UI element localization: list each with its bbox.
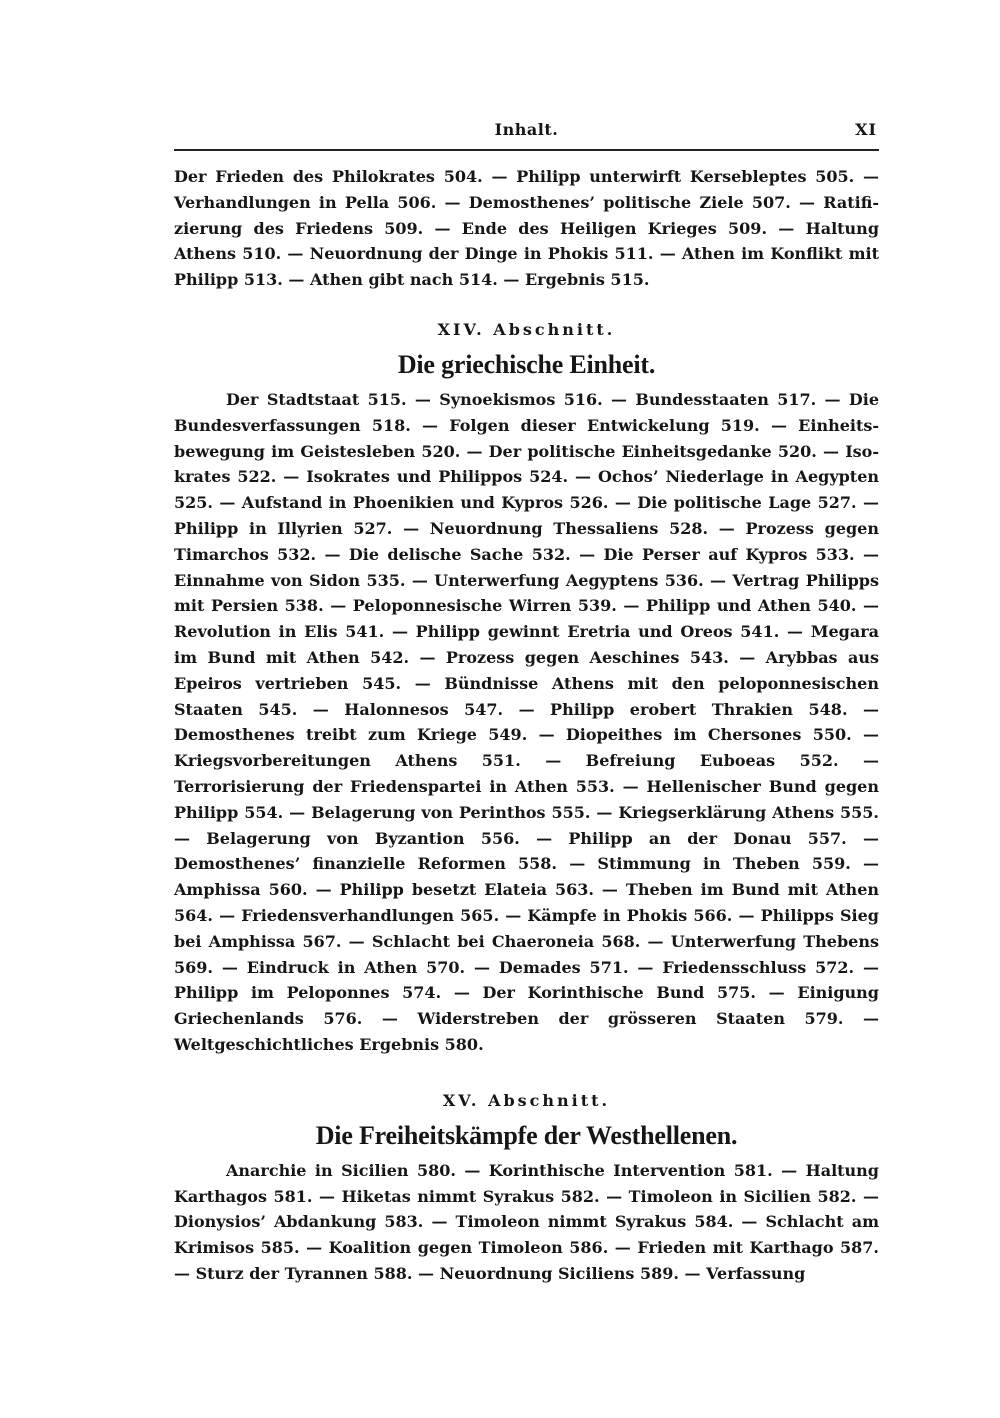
section-label: XIV. Abschnitt.	[437, 319, 616, 339]
section-xiv	[174, 320, 879, 1058]
intro-paragraph: Der Frieden des Philokrates 504. — Philipp unterwirft Kersebleptes 505. — Verhandlungen in Pella 506. — Demosthenes’ politische Ziele 507. — Ratifizierung des Friedens 509. — Ende des Heiligen Krieges 509. — Haltung Athens 510. — Neuordnung der Dinge in Phokis 511. — Athen im Konflikt mit Philipp 513. — Athen gibt nach 514. — Ergebnis 515.	[174, 167, 879, 290]
page-number: XI	[855, 120, 877, 139]
running-head-title: Inhalt.	[494, 120, 559, 139]
section-paragraph: Der Stadtstaat 515. — Synoekismos 516. — Bundesstaaten 517. — Die Bundesverfassungen 518. — Folgen dieser Entwickelung 519. — Einheitsbewegung im Geistesleben 520. — Der politische Einheitsgedanke 520. — Isokrates 522. — Isokrates und Philippos 524. — Ochos’ Niederlage in Aegypten 525. — Aufstand in Phoenikien und Kypros 526. — Die politische Lage 527. — Philipp in Illyrien 527. — Neuordnung Thessaliens 528. — Prozess gegen Timarchos 532. — Die delische Sache 532. — Die Perser auf Kypros 533. — Einnahme von Sidon 535. — Unterwerfung Aegyptens 536. — Vertrag Philipps mit Persien 538. — Peloponnesische Wirren 539. — Philipp und Athen 540. — Revolution in Elis 541. — Philipp gewinnt Eretria und Oreos 541. — Megara im Bund mit Athen 542. — Prozess gegen Aeschines 543. — Arybbas aus Epeiros vertrieben 545. — Bündnisse Athens mit den peloponnesischen Staaten 545. — Halonnesos 547. — Philipp erobert Thrakien 548. — Demosthenes treibt zum Kriege 549. — Diopeithes im Chersones 550. — Kriegsvorbereitungen Athens 551. — Befreiung Euboeas 552. — Terrorisierung der Friedenspartei in Athen 553. — Hellenischer Bund gegen Philipp 554. — Belagerung von Perinthos 555. — Kriegserklärung Athens 555. — Belagerung von Byzantion 556. — Philipp an der Donau 557. — Demosthenes’ finanzielle Reformen 558. — Stimmung in Theben 559. — Amphissa 560. — Philipp besetzt Elateia 563. — Theben im Bund mit Athen 564. — Friedensverhandlungen 565. — Kämpfe in Phokis 566. — Philipps Sieg bei Amphissa 567. — Schlacht bei Chaeroneia 568. — Unterwerfung Thebens 569. — Eindruck in Athen 570. — Demades 571. — Friedensschluss 572. — Philipp im Peloponnes 574. — Der Korinthische Bund 575. — Einigung Griechenlands 576. — Widerstreben der grösseren Staaten 579. — Weltgeschichtliches Ergebnis 580.	[174, 389, 879, 1054]
section-xv	[174, 1091, 879, 1287]
header-rule	[174, 149, 879, 151]
running-head	[174, 118, 879, 146]
section-paragraph: Anarchie in Sicilien 580. — Korinthische Intervention 581. — Haltung Karthagos 581. — Hiketas nimmt Syrakus 582. — Timoleon in Sicilien 582. — Dionysios’ Abdankung 583. — Timoleon nimmt Syrakus 584. — Schlacht am Krimisos 585. — Koalition gegen Timoleon 586. — Frieden mit Karthago 587. — Sturz der Tyrannen 588. — Neuordnung Siciliens 589. — Verfassung	[174, 1160, 879, 1283]
book-page	[174, 118, 879, 1287]
section-title: Die griechische Einheit.	[397, 349, 656, 379]
section-title: Die Freiheitskämpfe der Westhellenen.	[315, 1120, 738, 1150]
section-label: XV. Abschnitt.	[442, 1090, 611, 1110]
